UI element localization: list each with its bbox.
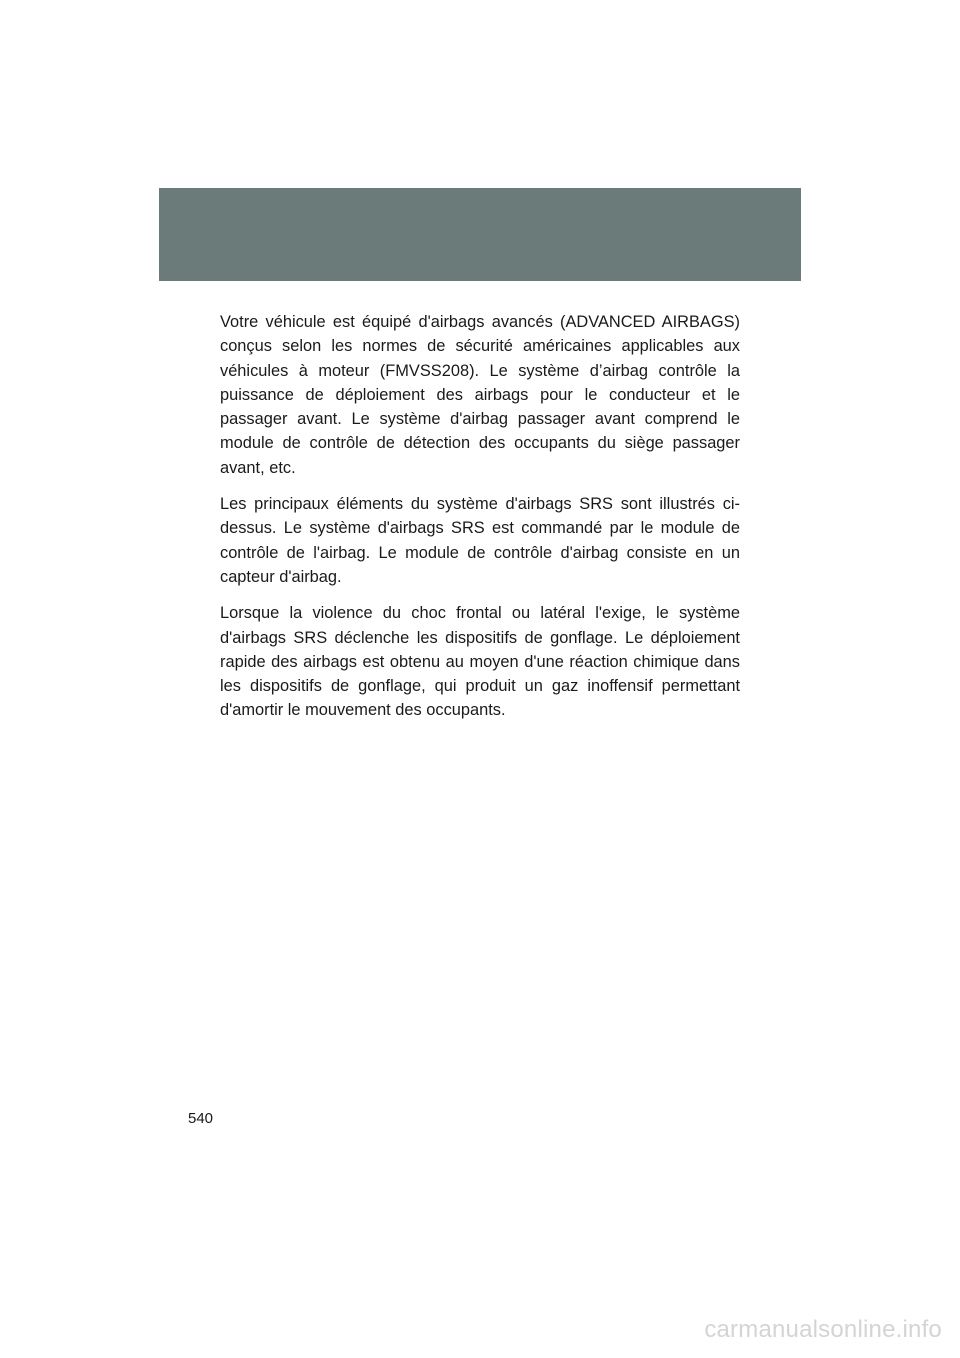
body-text: [220, 310, 740, 735]
paragraph-advanced-airbags: Votre véhicule est équipé d'airbags avancés (ADVANCED AIRBAGS) conçus selon les normes de sécurité américaines applicables aux véhicules à moteur (FMVSS208). Le système d’airbag contrôle la puissance de déploiement des airbags pour le conducteur et le passager avant. Le système d'airbag passager avant comprend le module de contrôle de détection des occupants du siège passager avant, etc.: [220, 313, 740, 477]
paragraph-inflators: Lorsque la violence du choc frontal ou latéral l'exige, le système d'airbags SRS déclenche les dispositifs de gonflage. Le déploiement rapide des airbags est obtenu au moyen d'une réaction chimique dans les dispositifs de gonflage, qui produit un gaz inoffensif permettant d'amortir le mouvement des occupants.: [220, 604, 740, 720]
header-band: [159, 188, 801, 281]
watermark: carmanualsonline.info: [704, 1316, 942, 1343]
paragraph-srs-components: Les principaux éléments du système d'airbags SRS sont illustrés ci-dessus. Le système d'airbags SRS est commandé par le module de contrôle de l'airbag. Le module de contrôle d'airbag consiste en un capteur d'airbag.: [220, 495, 740, 586]
page-number: 540: [188, 1110, 214, 1127]
